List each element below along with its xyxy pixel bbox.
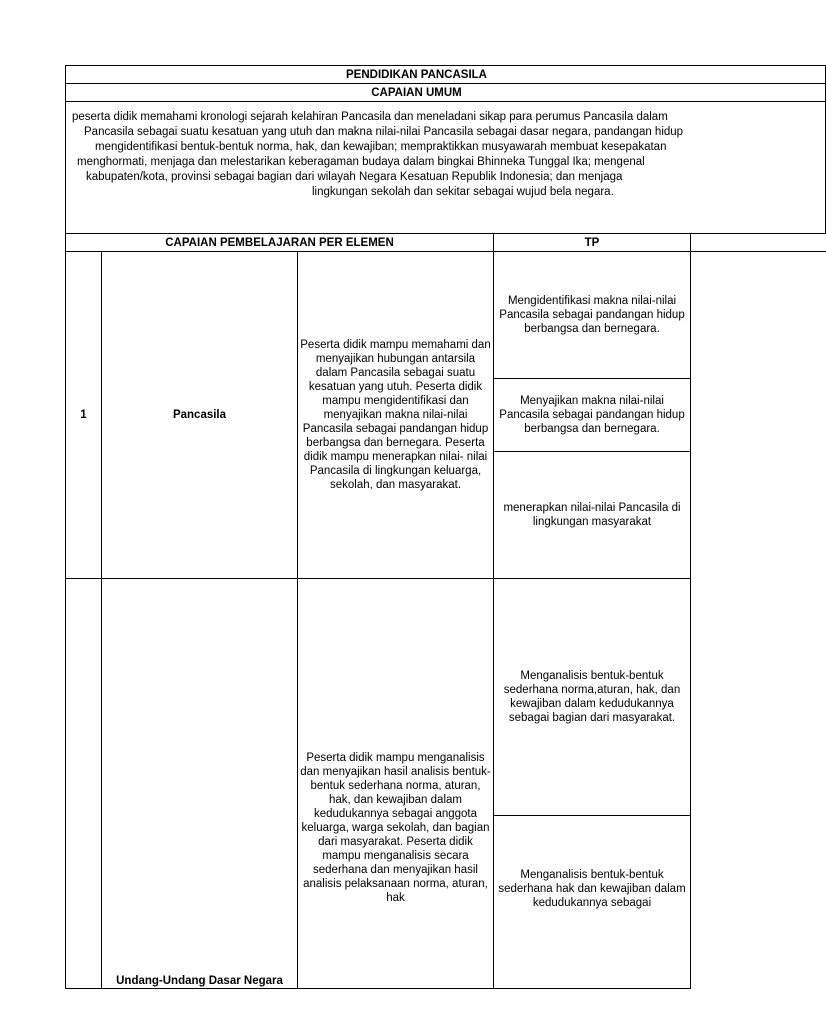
tp-item: Mengidentifikasi makna nilai-nilai Pancasila sebagai pandangan hidup berbangsa dan bernegara. — [494, 252, 691, 379]
element-cp-text: Peserta didik mampu memahami dan menyajikan hubungan antarsila dalam Pancasila sebagai suatu kesatuan yang utuh. Peserta didik mampu mengidentifikasi dan menyajikan makna nilai-nilai Pancasila sebagai pandangan hidup berbangsa dan bernegara. Peserta didik mampu menerapkan nilai- nilai Pancasila di lingkungan keluarga, sekolah, dan masyarakat. — [298, 252, 494, 579]
column-header-row — [66, 234, 826, 252]
summary-row — [66, 102, 826, 234]
title-row — [66, 66, 826, 84]
element-cp-text: Peserta didik mampu menganalisis dan menyajikan hasil analisis bentuk-bentuk sederhana norma, aturan, hak, dan kewajiban dalam kedudukannya sebagai anggota keluarga, warga sekolah, dan bagian dari masyarakat. Peserta didik mampu menganalisis secara sederhana dan menyajikan hasil analisis pelaksanaan norma, aturan, hak — [298, 579, 494, 989]
element-column-header: CAPAIAN PEMBELAJARAN PER ELEMEN — [66, 234, 494, 252]
subtitle-row — [66, 84, 826, 102]
tp-item: menerapkan nilai-nilai Pancasila di lingkungan masyarakat — [494, 452, 691, 579]
curriculum-table — [65, 65, 826, 989]
summary-line: kabupaten/kota, provinsi sebagai bagian dari wilayah Negara Kesatuan Republik Indonesia; dan menjaga — [86, 171, 623, 183]
table-row — [66, 579, 826, 816]
summary-line: lingkungan sekolah dan sekitar sebagai wujud bela negara. — [312, 186, 614, 198]
tp-item: Menganalisis bentuk-bentuk sederhana hak dan kewajiban dalam kedudukannya sebagai — [494, 816, 691, 989]
summary-line: menghormati, menjaga dan melestarikan keberagaman budaya dalam bingkai Bhinneka Tunggal Ika; mengenal — [77, 156, 645, 168]
summary-line: peserta didik memahami kronologi sejarah kelahiran Pancasila dan meneladani sikap para perumus Pancasila dalam — [72, 111, 668, 123]
tp-item: Menganalisis bentuk-bentuk sederhana norma,aturan, hak, dan kewajiban dalam kedudukannya sebagai bagian dari masyarakat. — [494, 579, 691, 816]
element-name: Pancasila — [102, 252, 298, 579]
document-title: PENDIDIKAN PANCASILA — [66, 66, 826, 84]
summary-line: Pancasila sebagai suatu kesatuan yang utuh dan makna nilai-nilai Pancasila sebagai dasar negara, pandangan hidup — [84, 126, 684, 138]
summary-cell — [66, 102, 826, 234]
tp-column-header: TP — [494, 234, 691, 252]
element-number — [66, 579, 102, 989]
section-title: CAPAIAN UMUM — [66, 84, 826, 102]
element-number: 1 — [66, 252, 102, 579]
summary-line: mengidentifikasi bentuk-bentuk norma, hak, dan kewajiban; mempraktikkan musyawarah membuat kesepakatan — [95, 141, 667, 153]
table-row — [66, 252, 826, 379]
tp-item: Menyajikan makna nilai-nilai Pancasila sebagai pandangan hidup berbangsa dan bernegara. — [494, 379, 691, 452]
spreadsheet-page — [65, 65, 768, 987]
element-name: Undang-Undang Dasar Negara — [102, 579, 298, 989]
